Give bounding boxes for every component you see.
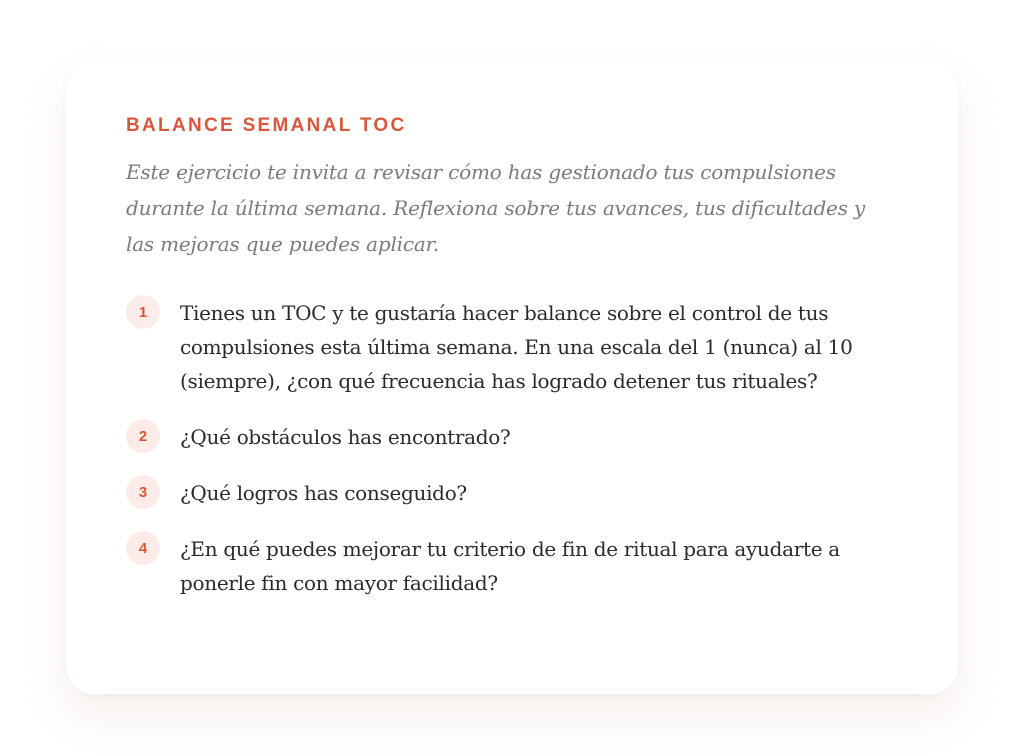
question-item-1 [126,296,898,398]
question-number-badge: 3 [126,475,160,509]
question-text: Tienes un TOC y te gustaría hacer balance sobre el control de tus compulsiones esta última semana. En una escala del 1 (nunca) al 10 (siempre), ¿con qué frecuencia has logrado detener tus rituales? [180,301,853,393]
question-text: ¿Qué obstáculos has encontrado? [180,425,511,449]
question-list [126,296,898,600]
card-eyebrow-title: BALANCE SEMANAL TOC [126,115,407,136]
question-item-4 [126,532,898,600]
question-text: ¿Qué logros has conseguido? [180,481,467,505]
question-item-2 [126,420,898,454]
question-number-badge: 4 [126,531,160,565]
card-intro-text: Este ejercicio te invita a revisar cómo has gestionado tus compulsiones durante la última semana. Reflexiona sobre tus avances, tus dificultades y las mejoras que puedes aplicar. [126,160,866,256]
question-item-3 [126,476,898,510]
question-number-badge: 2 [126,419,160,453]
question-text: ¿En qué puedes mejorar tu criterio de fin de ritual para ayudarte a ponerle fin con mayor facilidad? [180,537,840,595]
exercise-card [66,62,958,694]
question-number-badge: 1 [126,295,160,329]
